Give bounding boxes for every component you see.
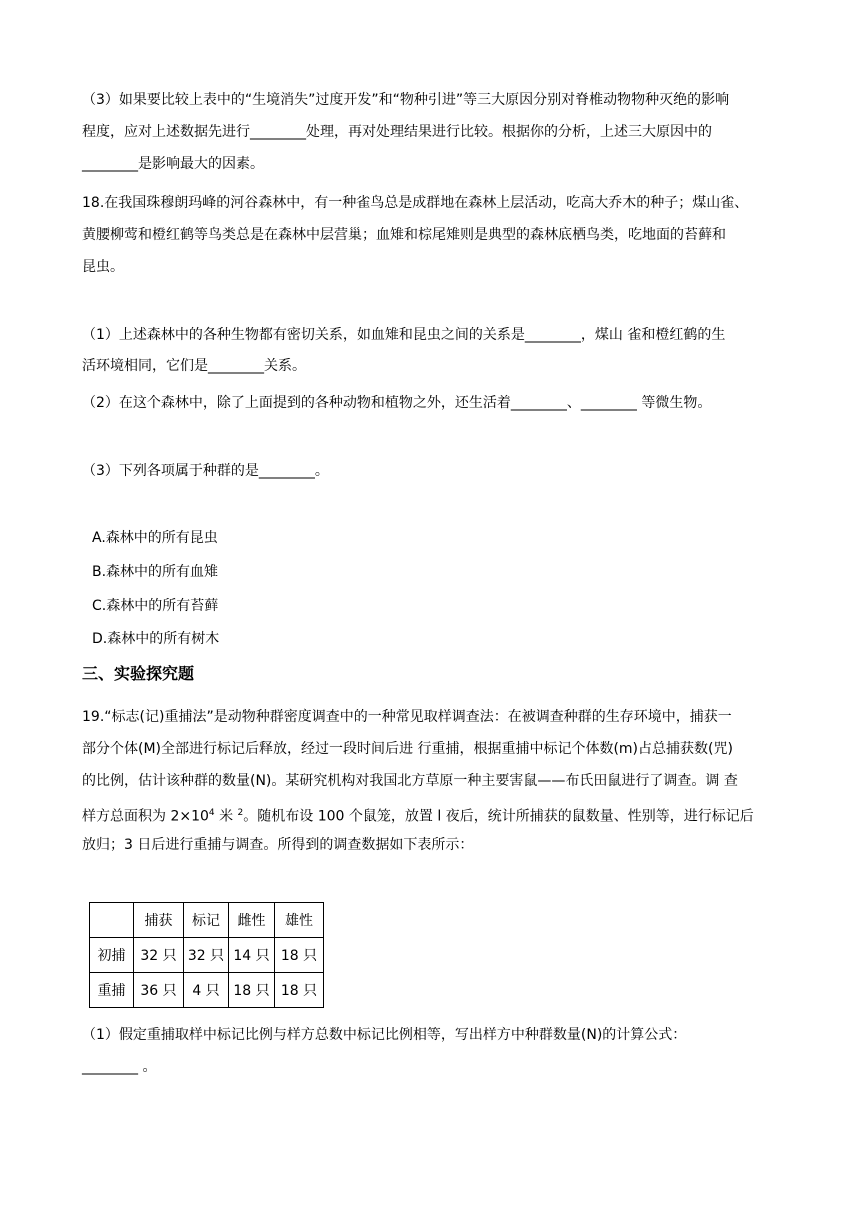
q19-stem-line4	[82, 803, 754, 827]
q17-part3-line2: 程度，应对上述数据先进行________处理，再对处理结果进行比较。根据你的分析，上述三大原因中的	[82, 124, 712, 140]
q18-part1-line1: （1）上述森林中的各种生物都有密切关系，如血雉和昆虫之间的关系是________，煤山 雀和橙红鹤的生	[82, 327, 726, 343]
q18-option-b: B.森林中的所有血雉	[92, 564, 219, 580]
q19-stem-line1: 19.“标志(记)重捕法”是动物种群密度调查中的一种常见取样调查法：在被调查种群的生存环境中，捕获一	[82, 709, 732, 725]
table-header-row	[90, 903, 324, 938]
q18-part1-line2: 活环境相同，它们是________关系。	[82, 358, 306, 374]
q18-part3: （3）下列各项属于种群的是________。	[82, 463, 329, 479]
q19-exponent-4: 4	[208, 808, 215, 818]
q19-stem-line5: 放归；3 日后进行重捕与调查。所得到的调查数据如下表所示：	[82, 837, 474, 853]
table-header-cell	[90, 903, 134, 938]
table-row	[90, 973, 324, 1008]
q18-stem-line3: 昆虫。	[82, 259, 124, 275]
q19-stem-line4-pre: 样方总面积为 2×10	[82, 808, 209, 825]
table-row-label: 重捕	[90, 973, 134, 1008]
q18-stem-line2: 黄腰柳莺和橙红鹤等鸟类总是在森林中层营巢；血雉和棕尾雉则是典型的森林底栖鸟类，吃地面的苔藓和	[82, 227, 726, 243]
table-cell: 32 只	[184, 938, 229, 973]
table-cell: 36 只	[134, 973, 184, 1008]
q18-option-a: A.森林中的所有昆虫	[92, 530, 218, 546]
table-cell: 32 只	[134, 938, 184, 973]
q19-stem-line2: 部分个体(M)全部进行标记后释放，经过一段时间后进 行重捕，根据重捕中标记个体数(m)占总捕获数(咒)	[82, 741, 733, 757]
table-header-cell: 标记	[184, 903, 229, 938]
q19-stem-line4-post: 。随机布设 100 个鼠笼，放置 l 夜后，统计所捕获的鼠数量、性别等，进行标记后	[243, 808, 754, 825]
q17-part3-line3: ________是影响最大的因素。	[82, 156, 264, 172]
q18-option-c: C.森林中的所有苔藓	[92, 598, 219, 614]
table-cell: 18 只	[275, 973, 324, 1008]
table-header-cell: 捕获	[134, 903, 184, 938]
q19-stem-line4-mid: 米	[214, 808, 238, 825]
q17-part3-line1: （3）如果要比较上表中的“生境消失”过度开发”和“物种引进”等三大原因分别对脊椎动物物种灭绝的影响	[82, 92, 730, 108]
table-row	[90, 938, 324, 973]
q18-option-d: D.森林中的所有树木	[92, 631, 220, 647]
capture-data-table	[89, 902, 324, 1008]
table-header-cell: 雄性	[275, 903, 324, 938]
q19-part1-line2: ________ 。	[82, 1059, 157, 1075]
table-cell: 14 只	[229, 938, 275, 973]
table-header-cell: 雌性	[229, 903, 275, 938]
q18-stem-line1: 18.在我国珠穆朗玛峰的河谷森林中，有一种雀鸟总是成群地在森林上层活动，吃高大乔木的种子；煤山雀、	[82, 195, 749, 211]
table-cell: 18 只	[229, 973, 275, 1008]
q19-stem-line3: 的比例，估计该种群的数量(N)。某研究机构对我国北方草原一种主要害鼠——布氏田鼠进行了调查。调 查	[82, 773, 738, 789]
table-row-label: 初捕	[90, 938, 134, 973]
table-cell: 18 只	[275, 938, 324, 973]
q18-part2: （2）在这个森林中，除了上面提到的各种动物和植物之外，还生活着________、________ 等微生物。	[82, 395, 712, 411]
section-title: 三、实验探究题	[82, 664, 195, 683]
q19-part1-line1: （1）假定重捕取样中标记比例与样方总数中标记比例相等，写出样方中种群数量(N)的计算公式：	[82, 1027, 687, 1043]
q19-exponent-2: 2	[237, 808, 244, 818]
table-cell: 4 只	[184, 973, 229, 1008]
